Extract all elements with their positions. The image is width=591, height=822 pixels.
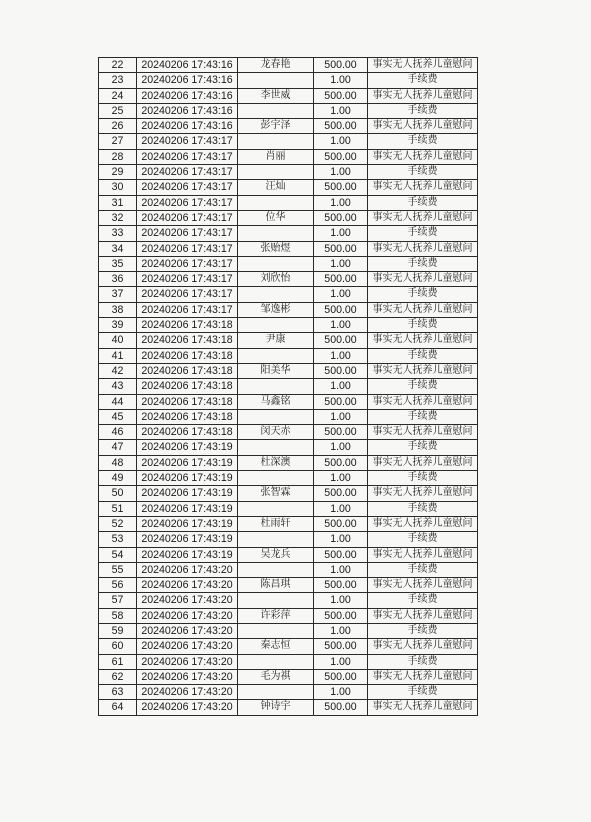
row-number-cell: 30 [99, 180, 137, 195]
purpose-cell: 事实无人抚养儿童慰问 [368, 58, 478, 73]
row-number-cell: 49 [99, 471, 137, 486]
table-row [99, 180, 478, 195]
amount-cell: 1.00 [314, 440, 368, 455]
row-number-cell: 55 [99, 562, 137, 577]
purpose-cell: 手续费 [368, 562, 478, 577]
recipient-name-cell: 肖丽 [238, 149, 314, 164]
purpose-cell: 手续费 [368, 471, 478, 486]
recipient-name-cell: 彭宇泽 [238, 119, 314, 134]
timestamp-cell: 20240206 17:43:20 [137, 623, 238, 638]
amount-cell: 1.00 [314, 532, 368, 547]
purpose-cell: 事实无人抚养儿童慰问 [368, 333, 478, 348]
timestamp-cell: 20240206 17:43:20 [137, 639, 238, 654]
purpose-cell: 事实无人抚养儿童慰问 [368, 302, 478, 317]
recipient-name-cell: 毛为祺 [238, 669, 314, 684]
table-row [99, 379, 478, 394]
table-row [99, 532, 478, 547]
row-number-cell: 64 [99, 700, 137, 715]
row-number-cell: 51 [99, 501, 137, 516]
recipient-name-cell: 秦志恒 [238, 639, 314, 654]
amount-cell: 1.00 [314, 593, 368, 608]
table-row [99, 119, 478, 134]
purpose-cell: 事实无人抚养儿童慰问 [368, 180, 478, 195]
purpose-cell: 手续费 [368, 73, 478, 88]
row-number-cell: 46 [99, 425, 137, 440]
timestamp-cell: 20240206 17:43:20 [137, 562, 238, 577]
purpose-cell: 手续费 [368, 379, 478, 394]
timestamp-cell: 20240206 17:43:19 [137, 486, 238, 501]
recipient-name-cell: 钟诗宇 [238, 700, 314, 715]
timestamp-cell: 20240206 17:43:18 [137, 394, 238, 409]
recipient-name-cell: 马鑫铭 [238, 394, 314, 409]
row-number-cell: 45 [99, 409, 137, 424]
timestamp-cell: 20240206 17:43:19 [137, 471, 238, 486]
recipient-name-cell [238, 562, 314, 577]
timestamp-cell: 20240206 17:43:20 [137, 578, 238, 593]
row-number-cell: 28 [99, 149, 137, 164]
purpose-cell: 手续费 [368, 287, 478, 302]
amount-cell: 500.00 [314, 394, 368, 409]
recipient-name-cell: 陈昌琪 [238, 578, 314, 593]
amount-cell: 500.00 [314, 486, 368, 501]
table-row [99, 394, 478, 409]
recipient-name-cell [238, 409, 314, 424]
row-number-cell: 38 [99, 302, 137, 317]
table-row [99, 73, 478, 88]
row-number-cell: 48 [99, 455, 137, 470]
timestamp-cell: 20240206 17:43:17 [137, 272, 238, 287]
table-row [99, 302, 478, 317]
recipient-name-cell: 许彩萍 [238, 608, 314, 623]
amount-cell: 1.00 [314, 73, 368, 88]
recipient-name-cell: 汪灿 [238, 180, 314, 195]
row-number-cell: 58 [99, 608, 137, 623]
timestamp-cell: 20240206 17:43:19 [137, 532, 238, 547]
purpose-cell: 手续费 [368, 226, 478, 241]
recipient-name-cell: 杜雨轩 [238, 516, 314, 531]
purpose-cell: 手续费 [368, 134, 478, 149]
amount-cell: 500.00 [314, 363, 368, 378]
row-number-cell: 37 [99, 287, 137, 302]
table-row [99, 547, 478, 562]
table-row [99, 562, 478, 577]
purpose-cell: 事实无人抚养儿童慰问 [368, 363, 478, 378]
table-row [99, 318, 478, 333]
row-number-cell: 43 [99, 379, 137, 394]
amount-cell: 1.00 [314, 134, 368, 149]
table-row [99, 348, 478, 363]
timestamp-cell: 20240206 17:43:18 [137, 409, 238, 424]
amount-cell: 1.00 [314, 165, 368, 180]
row-number-cell: 50 [99, 486, 137, 501]
purpose-cell: 事实无人抚养儿童慰问 [368, 88, 478, 103]
row-number-cell: 47 [99, 440, 137, 455]
recipient-name-cell: 杜深澳 [238, 455, 314, 470]
table-row [99, 516, 478, 531]
table-row [99, 241, 478, 256]
timestamp-cell: 20240206 17:43:17 [137, 180, 238, 195]
amount-cell: 1.00 [314, 226, 368, 241]
amount-cell: 500.00 [314, 700, 368, 715]
table-row [99, 685, 478, 700]
amount-cell: 500.00 [314, 272, 368, 287]
amount-cell: 500.00 [314, 241, 368, 256]
purpose-cell: 手续费 [368, 532, 478, 547]
table-row [99, 195, 478, 210]
purpose-cell: 事实无人抚养儿童慰问 [368, 639, 478, 654]
amount-cell: 1.00 [314, 471, 368, 486]
purpose-cell: 事实无人抚养儿童慰问 [368, 547, 478, 562]
row-number-cell: 32 [99, 210, 137, 225]
row-number-cell: 62 [99, 669, 137, 684]
recipient-name-cell: 阳美华 [238, 363, 314, 378]
timestamp-cell: 20240206 17:43:19 [137, 440, 238, 455]
table-row [99, 363, 478, 378]
purpose-cell: 事实无人抚养儿童慰问 [368, 241, 478, 256]
purpose-cell: 手续费 [368, 685, 478, 700]
purpose-cell: 事实无人抚养儿童慰问 [368, 272, 478, 287]
recipient-name-cell: 刘欣怡 [238, 272, 314, 287]
timestamp-cell: 20240206 17:43:16 [137, 73, 238, 88]
row-number-cell: 52 [99, 516, 137, 531]
table-row [99, 471, 478, 486]
amount-cell: 500.00 [314, 669, 368, 684]
recipient-name-cell [238, 532, 314, 547]
recipient-name-cell [238, 73, 314, 88]
table-row [99, 501, 478, 516]
timestamp-cell: 20240206 17:43:18 [137, 379, 238, 394]
purpose-cell: 手续费 [368, 501, 478, 516]
row-number-cell: 63 [99, 685, 137, 700]
row-number-cell: 40 [99, 333, 137, 348]
purpose-cell: 事实无人抚养儿童慰问 [368, 516, 478, 531]
purpose-cell: 事实无人抚养儿童慰问 [368, 700, 478, 715]
timestamp-cell: 20240206 17:43:20 [137, 654, 238, 669]
row-number-cell: 22 [99, 58, 137, 73]
timestamp-cell: 20240206 17:43:20 [137, 593, 238, 608]
row-number-cell: 26 [99, 119, 137, 134]
amount-cell: 1.00 [314, 501, 368, 516]
recipient-name-cell [238, 287, 314, 302]
recipient-name-cell [238, 195, 314, 210]
purpose-cell: 手续费 [368, 103, 478, 118]
amount-cell: 1.00 [314, 195, 368, 210]
table-row [99, 409, 478, 424]
row-number-cell: 59 [99, 623, 137, 638]
recipient-name-cell [238, 623, 314, 638]
recipient-name-cell [238, 318, 314, 333]
purpose-cell: 事实无人抚养儿童慰问 [368, 608, 478, 623]
recipient-name-cell: 邹逸彬 [238, 302, 314, 317]
amount-cell: 1.00 [314, 103, 368, 118]
amount-cell: 500.00 [314, 425, 368, 440]
table-row [99, 287, 478, 302]
row-number-cell: 57 [99, 593, 137, 608]
purpose-cell: 事实无人抚养儿童慰问 [368, 669, 478, 684]
timestamp-cell: 20240206 17:43:16 [137, 58, 238, 73]
timestamp-cell: 20240206 17:43:20 [137, 685, 238, 700]
table-row [99, 608, 478, 623]
amount-cell: 500.00 [314, 639, 368, 654]
timestamp-cell: 20240206 17:43:19 [137, 547, 238, 562]
table-row [99, 654, 478, 669]
purpose-cell: 手续费 [368, 256, 478, 271]
amount-cell: 1.00 [314, 685, 368, 700]
timestamp-cell: 20240206 17:43:19 [137, 516, 238, 531]
row-number-cell: 56 [99, 578, 137, 593]
row-number-cell: 34 [99, 241, 137, 256]
recipient-name-cell [238, 103, 314, 118]
amount-cell: 1.00 [314, 623, 368, 638]
recipient-name-cell [238, 501, 314, 516]
recipient-name-cell [238, 471, 314, 486]
table-row [99, 578, 478, 593]
recipient-name-cell [238, 593, 314, 608]
timestamp-cell: 20240206 17:43:17 [137, 165, 238, 180]
transaction-table [98, 57, 478, 716]
recipient-name-cell: 闵天赤 [238, 425, 314, 440]
purpose-cell: 手续费 [368, 165, 478, 180]
amount-cell: 1.00 [314, 287, 368, 302]
purpose-cell: 事实无人抚养儿童慰问 [368, 455, 478, 470]
purpose-cell: 事实无人抚养儿童慰问 [368, 578, 478, 593]
timestamp-cell: 20240206 17:43:17 [137, 149, 238, 164]
table-row [99, 639, 478, 654]
row-number-cell: 60 [99, 639, 137, 654]
amount-cell: 500.00 [314, 516, 368, 531]
timestamp-cell: 20240206 17:43:16 [137, 103, 238, 118]
amount-cell: 500.00 [314, 180, 368, 195]
purpose-cell: 事实无人抚养儿童慰问 [368, 425, 478, 440]
table-row [99, 440, 478, 455]
amount-cell: 1.00 [314, 379, 368, 394]
timestamp-cell: 20240206 17:43:18 [137, 348, 238, 363]
purpose-cell: 手续费 [368, 318, 478, 333]
timestamp-cell: 20240206 17:43:17 [137, 287, 238, 302]
timestamp-cell: 20240206 17:43:17 [137, 302, 238, 317]
table-row [99, 272, 478, 287]
table-row [99, 58, 478, 73]
amount-cell: 500.00 [314, 608, 368, 623]
row-number-cell: 31 [99, 195, 137, 210]
timestamp-cell: 20240206 17:43:20 [137, 669, 238, 684]
timestamp-cell: 20240206 17:43:20 [137, 700, 238, 715]
table-row [99, 165, 478, 180]
amount-cell: 500.00 [314, 58, 368, 73]
amount-cell: 1.00 [314, 409, 368, 424]
amount-cell: 500.00 [314, 333, 368, 348]
table-row [99, 425, 478, 440]
recipient-name-cell [238, 165, 314, 180]
table-row [99, 226, 478, 241]
table-row [99, 134, 478, 149]
purpose-cell: 手续费 [368, 348, 478, 363]
purpose-cell: 手续费 [368, 440, 478, 455]
purpose-cell: 手续费 [368, 409, 478, 424]
row-number-cell: 35 [99, 256, 137, 271]
amount-cell: 1.00 [314, 318, 368, 333]
recipient-name-cell [238, 440, 314, 455]
purpose-cell: 手续费 [368, 195, 478, 210]
amount-cell: 500.00 [314, 119, 368, 134]
amount-cell: 1.00 [314, 348, 368, 363]
table-row [99, 88, 478, 103]
recipient-name-cell [238, 256, 314, 271]
amount-cell: 500.00 [314, 578, 368, 593]
recipient-name-cell: 吴龙兵 [238, 547, 314, 562]
recipient-name-cell [238, 134, 314, 149]
recipient-name-cell: 尹康 [238, 333, 314, 348]
timestamp-cell: 20240206 17:43:17 [137, 134, 238, 149]
timestamp-cell: 20240206 17:43:20 [137, 608, 238, 623]
amount-cell: 500.00 [314, 302, 368, 317]
amount-cell: 1.00 [314, 256, 368, 271]
timestamp-cell: 20240206 17:43:16 [137, 88, 238, 103]
purpose-cell: 手续费 [368, 654, 478, 669]
table-row [99, 623, 478, 638]
timestamp-cell: 20240206 17:43:17 [137, 241, 238, 256]
recipient-name-cell: 张智霖 [238, 486, 314, 501]
table-row [99, 669, 478, 684]
amount-cell: 500.00 [314, 210, 368, 225]
table-row [99, 593, 478, 608]
timestamp-cell: 20240206 17:43:18 [137, 333, 238, 348]
table-row [99, 149, 478, 164]
row-number-cell: 24 [99, 88, 137, 103]
purpose-cell: 手续费 [368, 593, 478, 608]
amount-cell: 1.00 [314, 654, 368, 669]
recipient-name-cell: 位华 [238, 210, 314, 225]
table-row [99, 256, 478, 271]
purpose-cell: 事实无人抚养儿童慰问 [368, 210, 478, 225]
timestamp-cell: 20240206 17:43:19 [137, 455, 238, 470]
amount-cell: 500.00 [314, 88, 368, 103]
timestamp-cell: 20240206 17:43:18 [137, 363, 238, 378]
table-row [99, 103, 478, 118]
purpose-cell: 事实无人抚养儿童慰问 [368, 149, 478, 164]
row-number-cell: 36 [99, 272, 137, 287]
timestamp-cell: 20240206 17:43:17 [137, 256, 238, 271]
row-number-cell: 25 [99, 103, 137, 118]
purpose-cell: 手续费 [368, 623, 478, 638]
row-number-cell: 33 [99, 226, 137, 241]
transaction-table-body [99, 58, 478, 716]
amount-cell: 500.00 [314, 149, 368, 164]
recipient-name-cell [238, 654, 314, 669]
timestamp-cell: 20240206 17:43:18 [137, 425, 238, 440]
timestamp-cell: 20240206 17:43:18 [137, 318, 238, 333]
timestamp-cell: 20240206 17:43:17 [137, 226, 238, 241]
row-number-cell: 42 [99, 363, 137, 378]
row-number-cell: 61 [99, 654, 137, 669]
table-row [99, 455, 478, 470]
purpose-cell: 事实无人抚养儿童慰问 [368, 486, 478, 501]
table-row [99, 700, 478, 715]
row-number-cell: 23 [99, 73, 137, 88]
timestamp-cell: 20240206 17:43:17 [137, 210, 238, 225]
table-row [99, 486, 478, 501]
recipient-name-cell: 龙春艳 [238, 58, 314, 73]
table-row [99, 210, 478, 225]
recipient-name-cell [238, 379, 314, 394]
amount-cell: 500.00 [314, 547, 368, 562]
purpose-cell: 事实无人抚养儿童慰问 [368, 119, 478, 134]
table-row [99, 333, 478, 348]
recipient-name-cell [238, 226, 314, 241]
recipient-name-cell: 张贻煜 [238, 241, 314, 256]
amount-cell: 500.00 [314, 455, 368, 470]
amount-cell: 1.00 [314, 562, 368, 577]
timestamp-cell: 20240206 17:43:16 [137, 119, 238, 134]
row-number-cell: 44 [99, 394, 137, 409]
row-number-cell: 41 [99, 348, 137, 363]
row-number-cell: 29 [99, 165, 137, 180]
recipient-name-cell [238, 685, 314, 700]
purpose-cell: 事实无人抚养儿童慰问 [368, 394, 478, 409]
row-number-cell: 54 [99, 547, 137, 562]
recipient-name-cell [238, 348, 314, 363]
row-number-cell: 27 [99, 134, 137, 149]
timestamp-cell: 20240206 17:43:17 [137, 195, 238, 210]
row-number-cell: 39 [99, 318, 137, 333]
timestamp-cell: 20240206 17:43:19 [137, 501, 238, 516]
row-number-cell: 53 [99, 532, 137, 547]
recipient-name-cell: 李世威 [238, 88, 314, 103]
